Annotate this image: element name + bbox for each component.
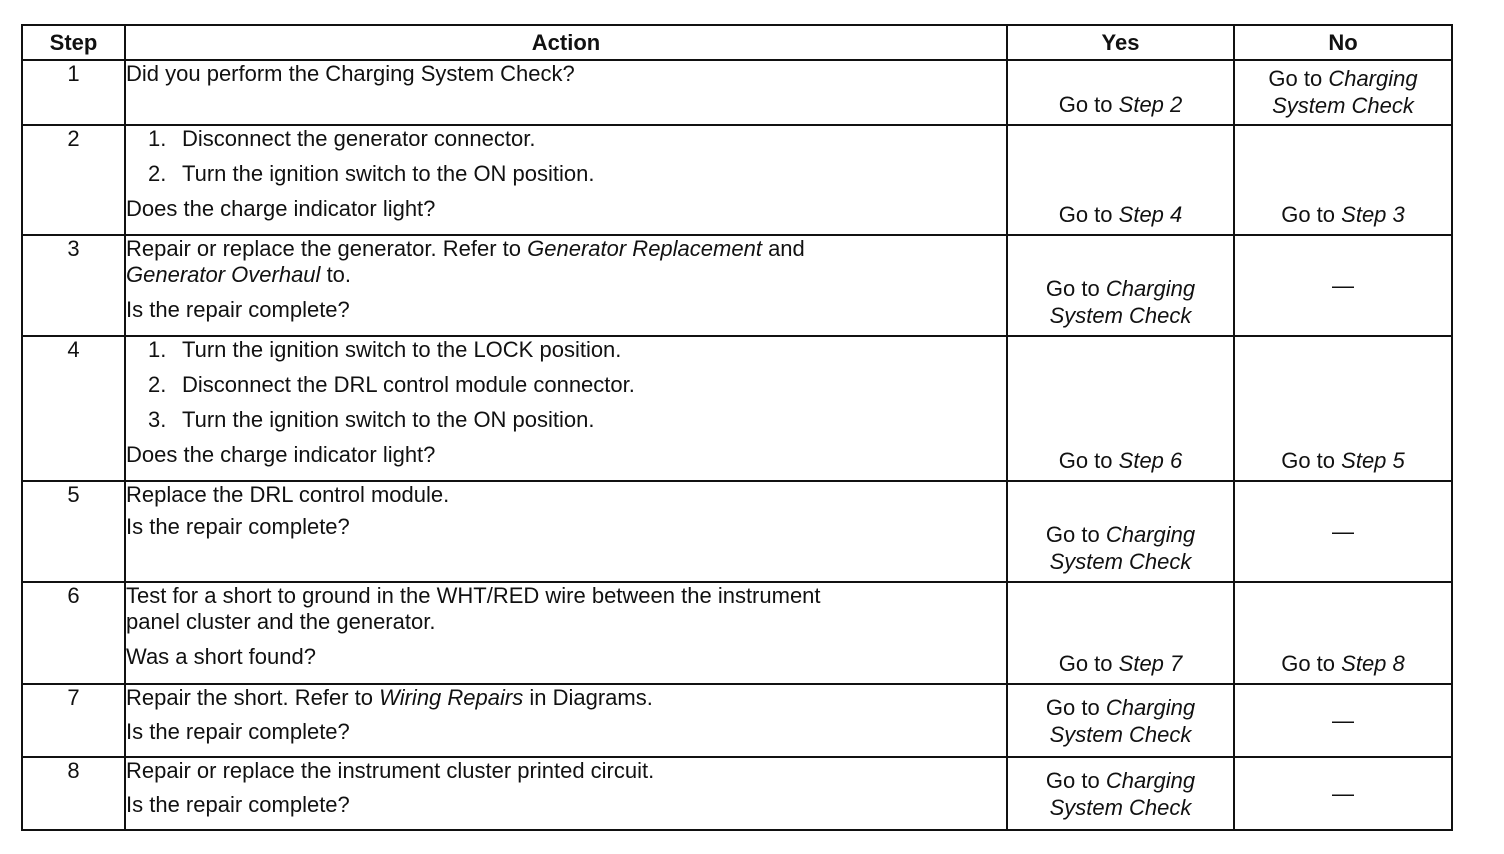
table-row [22, 481, 1452, 582]
yes-cell [1007, 481, 1234, 582]
no-cell [1234, 60, 1452, 125]
step-number: 2 [22, 125, 125, 235]
action-text: Repair or replace the instrument cluster printed circuit. [126, 758, 655, 783]
no-answer-dash: — [1332, 707, 1354, 733]
table-row [22, 125, 1452, 235]
table-row [22, 684, 1452, 757]
step-number: 6 [22, 582, 125, 684]
action-item: 2. Disconnect the DRL control module connector. [148, 372, 635, 397]
header-action: Action [125, 25, 1007, 60]
yes-answer: Go to Step 2 [1058, 92, 1183, 117]
question-text: Is the repair complete? [126, 792, 350, 817]
yes-answer: Go to Charging System Check [1045, 276, 1196, 328]
step-number: 5 [22, 481, 125, 582]
action-text: Repair or replace the generator. Refer to Generator Replacement and Generator Overhaul to. [126, 236, 805, 287]
question-text: Does the charge indicator light? [126, 196, 436, 221]
yes-answer: Go to Step 4 [1058, 202, 1183, 227]
yes-answer: Go to Charging System Check [1045, 694, 1196, 747]
header-step: Step [22, 25, 125, 60]
action-item: 3. Turn the ignition switch to the ON position. [148, 407, 595, 432]
header-row [22, 25, 1452, 60]
action-cell [125, 60, 1007, 125]
action-cell [125, 684, 1007, 757]
yes-cell [1007, 757, 1234, 830]
action-cell [125, 582, 1007, 684]
question-text: Did you perform the Charging System Check? [126, 61, 575, 86]
yes-cell [1007, 125, 1234, 235]
question-text: Is the repair complete? [126, 719, 350, 744]
action-cell [125, 125, 1007, 235]
no-answer: Go to Step 5 [1281, 448, 1405, 473]
diagnostic-table [21, 24, 1453, 831]
no-answer-dash: — [1332, 272, 1354, 298]
table-row [22, 60, 1452, 125]
step-number: 4 [22, 336, 125, 481]
question-text: Does the charge indicator light? [126, 442, 436, 467]
no-answer: Go to Step 8 [1281, 651, 1405, 676]
no-cell [1234, 757, 1452, 830]
step-number: 7 [22, 684, 125, 757]
yes-answer: Go to Step 7 [1058, 651, 1183, 676]
question-text: Is the repair complete? [126, 514, 350, 539]
step-number: 1 [22, 60, 125, 125]
table-row [22, 336, 1452, 481]
action-text: Replace the DRL control module. [126, 482, 450, 507]
action-text: Repair the short. Refer to Wiring Repairs in Diagrams. [126, 685, 653, 710]
no-answer-dash: — [1332, 518, 1354, 544]
action-cell [125, 757, 1007, 830]
yes-cell [1007, 235, 1234, 336]
no-answer: Go to Charging System Check [1268, 66, 1418, 118]
yes-answer: Go to Charging System Check [1045, 767, 1196, 820]
no-cell [1234, 481, 1452, 582]
yes-answer: Go to Step 6 [1058, 448, 1183, 473]
no-cell [1234, 582, 1452, 684]
header-yes: Yes [1007, 25, 1234, 60]
yes-cell [1007, 60, 1234, 125]
question-text: Is the repair complete? [126, 297, 350, 322]
no-answer: Go to Step 3 [1281, 202, 1405, 227]
action-item: 1. Disconnect the generator connector. [148, 126, 536, 151]
question-text: Was a short found? [126, 644, 316, 669]
action-cell [125, 235, 1007, 336]
action-text: Test for a short to ground in the WHT/RED wire between the instrument panel cluster and the generator. [126, 583, 821, 634]
no-cell [1234, 125, 1452, 235]
table-row [22, 582, 1452, 684]
no-cell [1234, 235, 1452, 336]
yes-cell [1007, 684, 1234, 757]
action-item: 1. Turn the ignition switch to the LOCK position. [148, 337, 622, 362]
yes-cell [1007, 582, 1234, 684]
step-number: 3 [22, 235, 125, 336]
no-answer-dash: — [1332, 780, 1354, 806]
step-number: 8 [22, 757, 125, 830]
action-cell [125, 481, 1007, 582]
no-cell [1234, 336, 1452, 481]
no-cell [1234, 684, 1452, 757]
table-row [22, 235, 1452, 336]
action-cell [125, 336, 1007, 481]
yes-cell [1007, 336, 1234, 481]
table-row [22, 757, 1452, 830]
action-item: 2. Turn the ignition switch to the ON position. [148, 161, 595, 186]
header-no: No [1234, 25, 1452, 60]
yes-answer: Go to Charging System Check [1045, 522, 1196, 574]
